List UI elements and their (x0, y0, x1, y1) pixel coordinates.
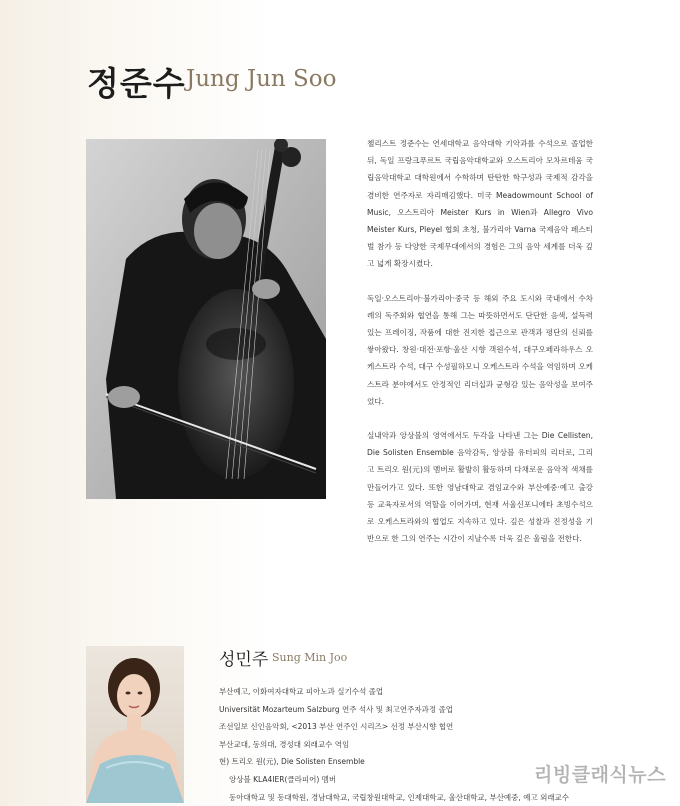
section2-name-kr: 성민주 (219, 650, 269, 670)
bio-paragraph: 첼리스트 정준수는 연세대학교 음악대학 기악과를 수석으로 졸업한 뒤, 독일 프랑크푸르트 국립음악대학교와 오스트리아 모차르테움 국립음악대학교 대학원에서 수학하며 탄탄한 학구성과 국제적 감각을 겸비한 연주자로 자리매김했다. 미국 Meadowmount School of Music, 오스트리아 Meister Kurs in Wien과 Allegro Vivo Meister Kurs, Pleyel 협회 초청, 불가리아 Varna 국제음악 페스티벌 참가 등 다양한 국제무대에서의 경험은 그의 음악 세계를 더욱 깊고 넓게 확장시켰다. (367, 139, 593, 269)
bio-paragraph: 실내악과 앙상블의 영역에서도 두각을 나타낸 그는 Die Cellisten, Die Solisten Ensemble 음악감독, 앙상블 유터피의 리더로, 그리고 트리오 원(元)의 멤버로 활발히 활동하며 다채로운 음악적 색채를 만들어가고 있다. 또한 영남대학교 겸임교수와 부산예중·예고 출강 등 교육자로서의 역할을 이어가며, 현재 서울신포니에타 초빙수석으로 오케스트라와의 협업도 지속하고 있다. 깊은 성찰과 진정성을 기반으로 한 그의 연주는 시간이 지날수록 더욱 깊은 울림을 전한다. (367, 431, 593, 544)
bio-paragraph: 독일·오스트리아·불가리아·중국 등 해외 주요 도시와 국내에서 수차례의 독주회와 협연을 통해 그는 따뜻하면서도 단단한 음색, 설득력 있는 프레이징, 작품에 대한 진지한 접근으로 관객과 평단의 신뢰를 쌓아왔다. 창원·대전·포항·울산 시향 객원수석, 대구오페라하우스 오케스트라 수석, 대구 수성필하모니 오케스트라 수석을 역임하며 오케스트라 분야에서도 안정적인 리더십과 균형감 있는 음악성을 보여주었다. (367, 293, 593, 406)
page-title-name-en: Jung Jun Soo (186, 66, 337, 92)
list-item: 부산교대, 동의대, 경성대 외래교수 역임 (219, 739, 350, 749)
list-item: 부산예고, 이화여자대학교 피아노과 실기수석 졸업 (219, 687, 384, 696)
list-item: Universität Mozarteum Salzburg 연주 석사 및 최고연주자과정 졸업 (219, 704, 453, 714)
page-title-name-kr: 정준수 (87, 64, 186, 103)
bio-text-section1 (367, 135, 593, 564)
list-item: 현) 트리오 원(元), Die Solisten Ensemble (219, 757, 365, 767)
section2-name-en: Sung Min Joo (272, 651, 348, 664)
list-item: 앙상블 KLA4IER(클라피어) 멤버 (229, 774, 337, 784)
watermark-text: 리빙클래식뉴스 (534, 764, 666, 786)
pianist-photo (86, 646, 184, 803)
cellist-photo (86, 139, 326, 499)
list-item: 조선일보 신인음악회, <2013 부산 연주인 시리즈> 선정 부산시향 협연 (219, 722, 454, 732)
bio-list-section2 (219, 683, 579, 806)
list-item: 동아대학교 및 동대학원, 경남대학교, 국립창원대학교, 인제대학교, 울산대학교, 부산예중, 예고 외래교수 (229, 792, 570, 802)
